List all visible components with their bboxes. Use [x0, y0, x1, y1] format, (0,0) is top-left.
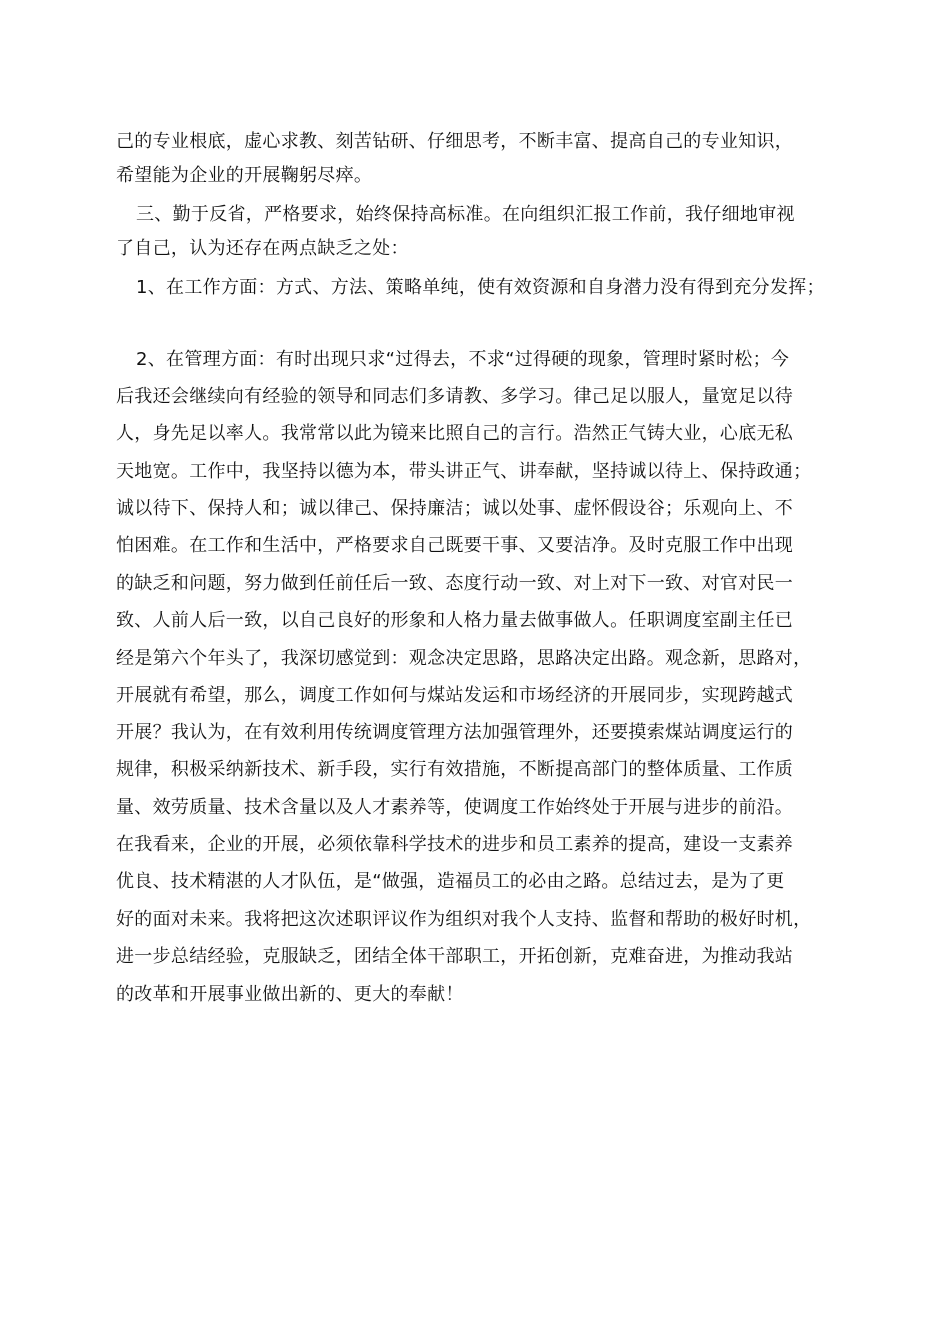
text-line: 了自己，认为还存在两点缺乏之处：: [116, 238, 409, 259]
text-line: 经是第六个年头了，我深切感觉到：观念决定思路，思路决定出路。观念新，思路对，: [116, 648, 812, 669]
text-line: 优良、技术精湛的人才队伍，是“做强，造福员工的必由之路。总结过去，是为了更: [116, 871, 785, 892]
text-line: 进一步总结经验，克服缺乏，团结全体干部职工，开拓创新，克难奋进，为推动我站: [116, 946, 794, 967]
text-line: 的改革和开展事业做出新的、更大的奉献！: [116, 984, 464, 1005]
text-line: 开展就有希望，那么，调度工作如何与煤站发运和市场经济的开展同步，实现跨越式: [116, 685, 794, 706]
text-line: 开展？我认为，在有效利用传统调度管理方法加强管理外，还要摸索煤站调度运行的: [116, 722, 794, 743]
section-heading-line: 三、勤于反省，严格要求，始终保持高标准。在向组织汇报工作前，我仔细地审视: [136, 204, 795, 225]
text-line: 天地宽。工作中，我坚持以德为本，带头讲正气、讲奉献，坚持诚以待上、保持政通；: [116, 461, 812, 482]
text-line: 人，身先足以率人。我常常以此为镜来比照自己的言行。浩然正气铸大业，心底无私: [116, 423, 794, 444]
text-line: 量、效劳质量、技术含量以及人才素养等，使调度工作始终处于开展与进步的前沿。: [116, 797, 794, 818]
text-line: 规律，积极采纳新技术、新手段，实行有效措施，不断提高部门的整体质量、工作质: [116, 759, 794, 780]
text-line: 希望能为企业的开展鞠躬尽瘁。: [116, 165, 373, 186]
text-line: 在我看来，企业的开展，必须依靠科学技术的进步和员工素养的提高，建设一支素养: [116, 834, 794, 855]
text-line: 己的专业根底，虚心求教、刻苦钻研、仔细思考，不断丰富、提高自己的专业知识，: [116, 131, 794, 152]
list-item-1: 1、在工作方面：方式、方法、策略单纯，使有效资源和自身潜力没有得到充分发挥；: [136, 277, 825, 298]
text-line: 怕困难。在工作和生活中，严格要求自己既要干事、又要洁净。及时克服工作中出现: [116, 535, 794, 556]
text-line: 好的面对未来。我将把这次述职评议作为组织对我个人支持、监督和帮助的极好时机，: [116, 909, 812, 930]
text-line: 后我还会继续向有经验的领导和同志们多请教、多学习。律己足以服人，量宽足以待: [116, 386, 794, 407]
text-line: 的缺乏和问题，努力做到任前任后一致、态度行动一致、对上对下一致、对官对民一: [116, 573, 794, 594]
text-line: 致、人前人后一致，以自己良好的形象和人格力量去做事做人。任职调度室副主任已: [116, 610, 794, 631]
text-line: 诚以待下、保持人和；诚以律己、保持廉洁；诚以处事、虚怀假设谷；乐观向上、不: [116, 498, 794, 519]
list-item-2: 2、在管理方面：有时出现只求“过得去，不求“过得硬的现象，管理时紧时松；今: [136, 349, 790, 370]
